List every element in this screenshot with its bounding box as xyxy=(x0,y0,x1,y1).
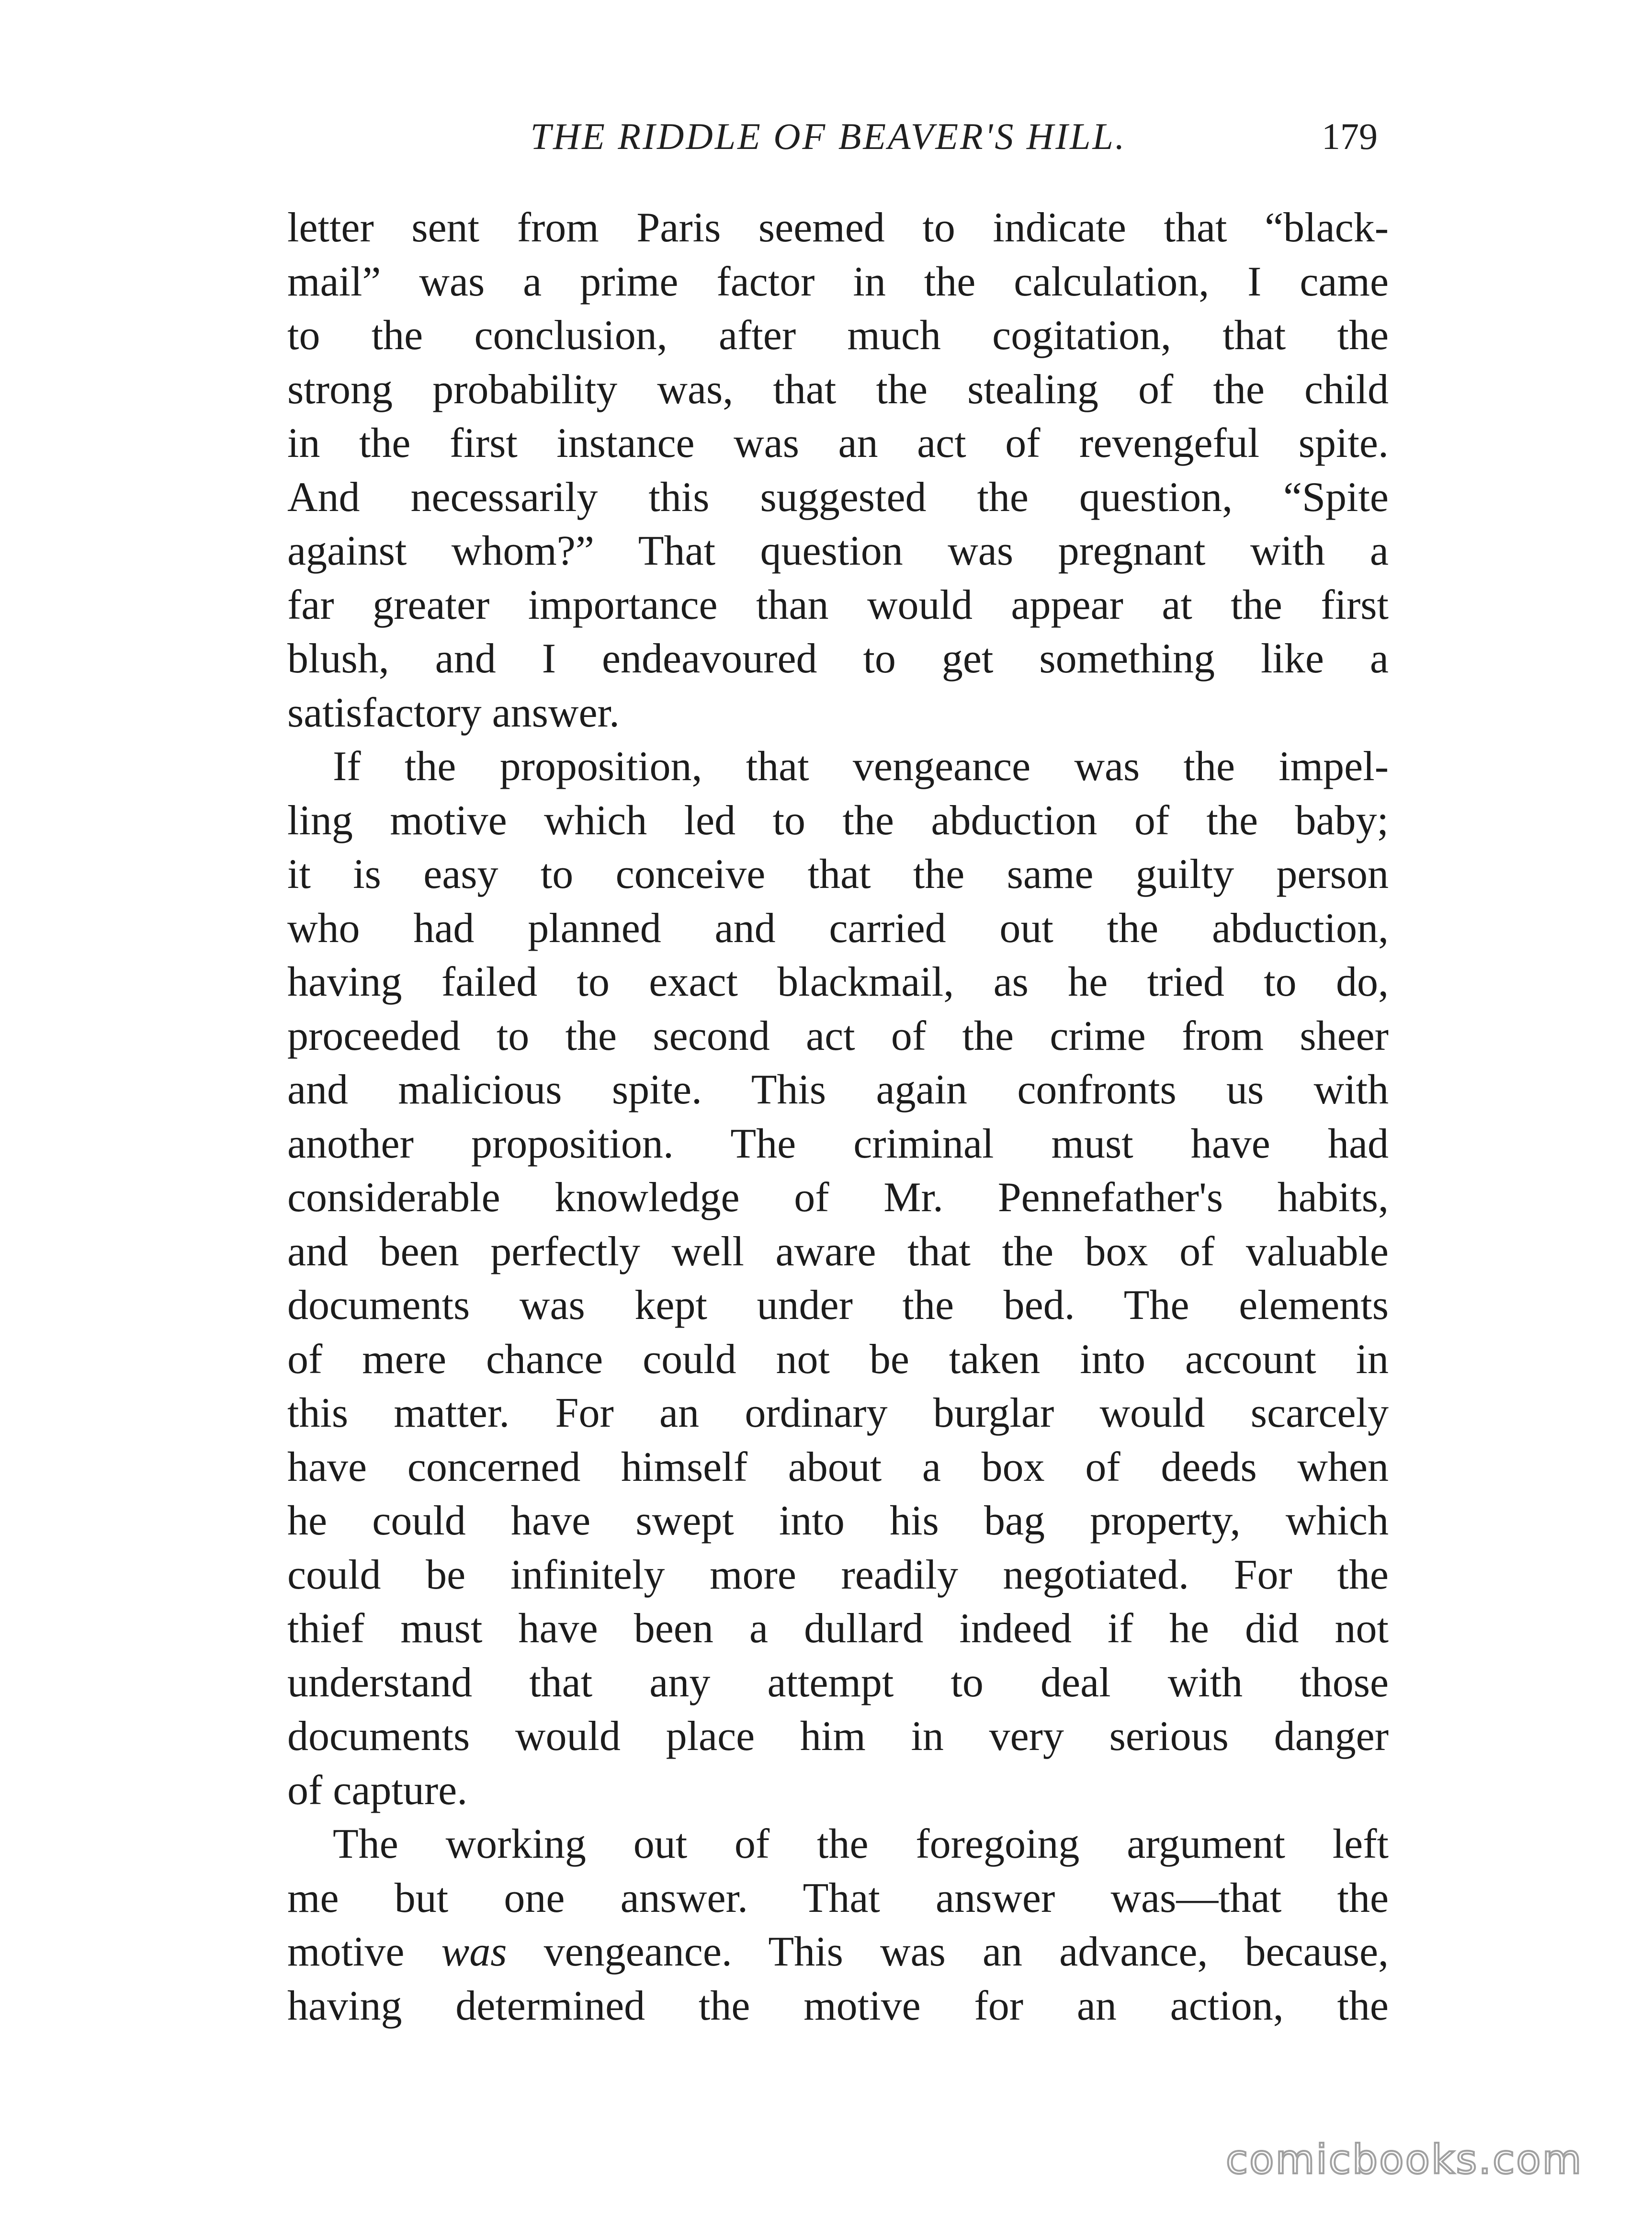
line-segment: motive xyxy=(287,1929,441,1975)
text-line: he could have swept into his bag property, which xyxy=(287,1498,1389,1544)
text-line: mail” was a prime factor in the calculation, I came xyxy=(287,258,1389,305)
text-line: documents would place him in very serious danger xyxy=(287,1713,1389,1760)
text-line: who had planned and carried out the abduction, xyxy=(287,905,1389,952)
text-line: and malicious spite. This again confronts us with xyxy=(287,1067,1389,1113)
text-line: to the conclusion, after much cogitation, that the xyxy=(287,312,1389,359)
text-line: understand that any attempt to deal with those xyxy=(287,1659,1389,1706)
text-line: have concerned himself about a box of deeds when xyxy=(287,1443,1389,1490)
text-line: documents was kept under the bed. The elements xyxy=(287,1282,1389,1329)
text-line: it is easy to conceive that the same guilty person xyxy=(287,851,1389,898)
text-line: could be infinitely more readily negotiated. For the xyxy=(287,1551,1389,1598)
text-line: The working out of the foregoing argument left xyxy=(333,1821,1389,1867)
text-line: in the first instance was an act of revengeful spite. xyxy=(287,420,1389,466)
text-line: proceeded to the second act of the crime from sheer xyxy=(287,1012,1389,1059)
text-line: And necessarily this suggested the question, “Spite xyxy=(287,474,1389,521)
body-text xyxy=(287,201,1389,2033)
text-line: far greater importance than would appear at the first xyxy=(287,581,1389,628)
italic-word: was xyxy=(441,1929,507,1975)
text-line: another proposition. The criminal must have had xyxy=(287,1120,1389,1167)
text-line: of mere chance could not be taken into account in xyxy=(287,1336,1389,1383)
page-number: 179 xyxy=(1322,115,1378,157)
watermark-logo: comicbooks.com xyxy=(1226,2136,1583,2183)
running-head-title: THE RIDDLE OF BEAVER'S HILL. xyxy=(530,115,1127,157)
text-line: blush, and I endeavoured to get something like a xyxy=(287,636,1389,682)
text-line: If the proposition, that vengeance was the impel- xyxy=(333,743,1389,790)
text-line: me but one answer. That answer was—that the xyxy=(287,1875,1389,1921)
text-line: having failed to exact blackmail, as he tried to do, xyxy=(287,959,1389,1005)
text-line: this matter. For an ordinary burglar would scarcely xyxy=(287,1390,1389,1436)
text-line: having determined the motive for an action, the xyxy=(287,1982,1389,2029)
text-line: against whom?” That question was pregnant with a xyxy=(287,528,1389,574)
text-line: strong probability was, that the stealing of the child xyxy=(287,366,1389,413)
text-line: and been perfectly well aware that the box of valuable xyxy=(287,1228,1389,1275)
text-line: thief must have been a dullard indeed if he did not xyxy=(287,1605,1389,1652)
text-line-with-italic xyxy=(287,1925,1389,1979)
text-line: of capture. xyxy=(287,1767,468,1814)
text-line: ling motive which led to the abduction of the baby; xyxy=(287,797,1389,844)
text-line: letter sent from Paris seemed to indicate that “black- xyxy=(287,205,1389,251)
text-line: considerable knowledge of Mr. Pennefather's habits, xyxy=(287,1174,1389,1221)
line-segment: vengeance. This was an advance, because, xyxy=(507,1929,1389,1975)
text-line: satisfactory answer. xyxy=(287,689,620,736)
